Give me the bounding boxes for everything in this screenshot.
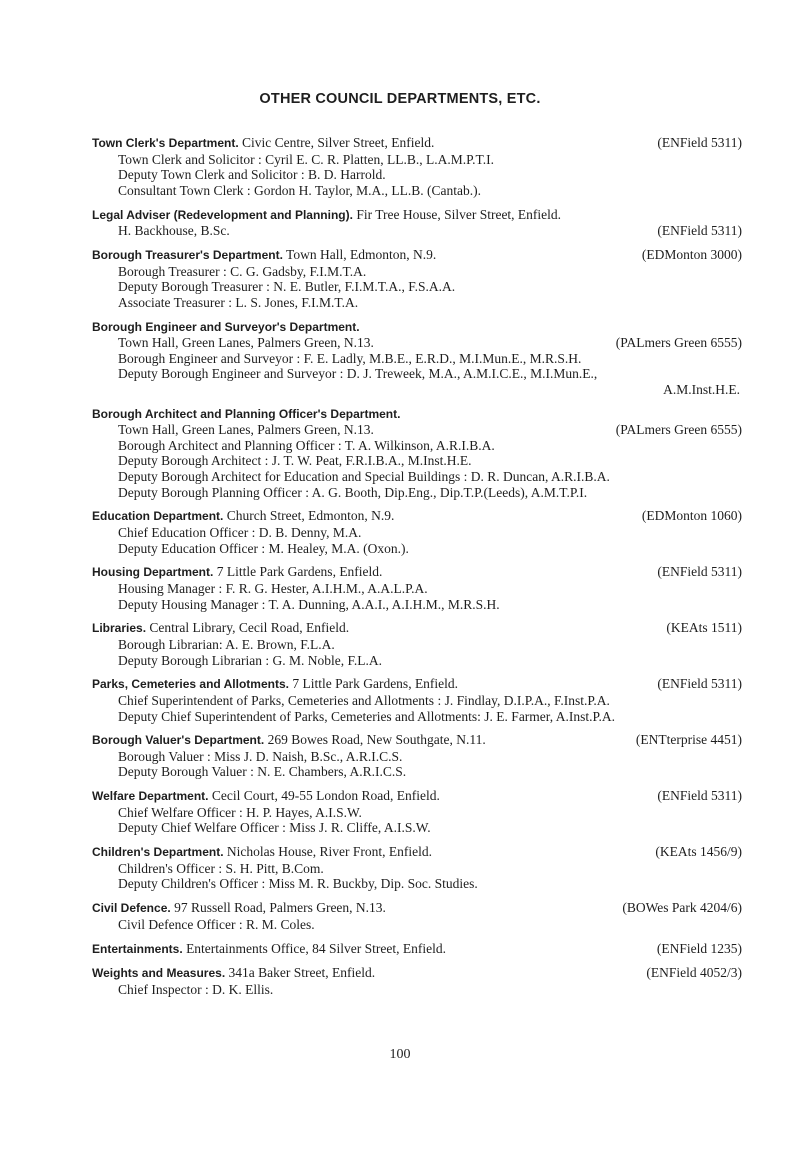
department-heading [92,844,432,861]
department-heading [92,732,486,749]
staff-text: Town Clerk and Solicitor : Cyril E. C. R. Platten, LL.B., L.A.M.P.T.I. [118,151,495,167]
staff-line [92,876,742,892]
staff-line [92,469,742,485]
department-heading [92,135,434,152]
department-heading [92,207,561,224]
staff-text: Chief Education Officer : D. B. Denny, M.A. [118,525,362,540]
staff-text: Chief Welfare Officer : H. P. Hayes, A.I.S.W. [118,804,362,820]
department-address: Town Hall, Edmonton, N.9. [286,246,437,262]
department-entry [92,941,742,958]
staff-line [92,422,742,438]
staff-line [92,597,742,613]
department-entry [92,247,742,310]
staff-line [92,453,742,469]
department-name: Town Clerk's Department. [92,136,239,150]
department-heading [92,247,436,264]
staff-text: Consultant Town Clerk : Gordon H. Taylor, M.A., LL.B. (Cantab.). [118,182,482,198]
department-phone: (ENField 5311) [657,135,742,150]
staff-text: Children's Officer : S. H. Pitt, B.Com. [118,860,324,876]
department-entry [92,319,742,398]
department-phone: (ENField 5311) [657,676,742,692]
department-heading [92,676,458,693]
page-title: OTHER COUNCIL DEPARTMENTS, ETC. [259,91,541,107]
department-name: Legal Adviser (Redevelopment and Planning). [92,207,353,222]
department-heading-line [92,900,742,917]
department-address: Church Street, Edmonton, N.9. [226,508,395,524]
staff-text: Deputy Education Officer : M. Healey, M.A. (Oxon.). [118,540,409,556]
staff-text: Borough Librarian: A. E. Brown, F.L.A. [118,636,335,652]
staff-line [92,653,742,669]
department-entry [92,620,742,668]
department-address: Cecil Court, 49-55 London Road, Enfield. [211,788,440,804]
staff-phone: (ENField 5311) [657,223,742,239]
staff-line [92,805,742,821]
staff-text: Chief Superintendent of Parks, Cemeteries and Allotments : J. Findlay, D.I.P.A., F.Inst.P.A. [118,692,610,708]
staff-line [92,485,742,501]
staff-line [92,982,742,998]
staff-line [92,749,742,765]
staff-text: Deputy Borough Architect : J. T. W. Peat, F.R.I.B.A., M.Inst.H.E. [118,453,472,469]
department-name: Civil Defence. [92,901,171,916]
department-heading-line [92,508,742,525]
department-address: Nicholas House, River Front, Enfield. [226,844,433,860]
department-heading-line [92,620,742,637]
department-name: Parks, Cemeteries and Allotments. [92,677,289,692]
staff-line [92,709,742,725]
department-phone: (ENField 4052/3) [646,965,742,981]
department-address: Entertainments Office, 84 Silver Street, Enfield. [186,940,446,956]
staff-line [92,438,742,454]
department-address: 97 Russell Road, Palmers Green, N.13. [174,900,386,916]
department-heading [92,319,360,336]
department-name: Weights and Measures. [92,966,226,981]
department-phone: (ENTterprise 4451) [635,732,742,748]
staff-line [92,581,742,597]
department-heading-line [92,319,742,336]
department-heading [92,788,440,805]
staff-phone: (PALmers Green 6555) [615,335,742,351]
staff-text: Borough Valuer : Miss J. D. Naish, B.Sc., A.R.I.C.S. [118,748,403,764]
staff-line [92,335,742,351]
staff-phone: (PALmers Green 6555) [615,422,742,438]
department-list [92,135,742,1006]
department-heading-line [92,941,742,958]
staff-line [92,820,742,836]
department-address: Civic Centre, Silver Street, Enfield. [242,135,435,150]
department-phone: (ENField 1235) [656,940,742,956]
staff-text: Town Hall, Green Lanes, Palmers Green, N.13. [118,422,374,438]
department-address: 7 Little Park Gardens, Enfield. [292,676,459,692]
department-entry [92,508,742,556]
department-heading [92,620,349,637]
department-entry [92,564,742,612]
department-name: Welfare Department. [92,789,209,804]
staff-text: Deputy Chief Superintendent of Parks, Cemeteries and Allotments: J. E. Farmer, A.Inst.P.A. [118,708,616,724]
department-heading [92,406,400,423]
department-name: Borough Valuer's Department. [92,733,265,748]
department-heading-line [92,732,742,749]
department-address: 269 Bowes Road, New Southgate, N.11. [267,732,486,748]
staff-text: Deputy Borough Treasurer : N. E. Butler, F.I.M.T.A., F.S.A.A. [118,279,456,295]
staff-line [92,764,742,780]
department-phone: (KEAts 1456/9) [655,844,742,860]
department-heading-line [92,788,742,805]
staff-line [92,525,742,541]
staff-line [92,279,742,295]
staff-text: Associate Treasurer : L. S. Jones, F.I.M.T.A. [118,294,359,310]
department-name: Borough Treasurer's Department. [92,247,283,262]
department-entry [92,965,742,997]
department-name: Children's Department. [92,845,224,860]
department-entry [92,406,742,501]
department-phone: (EDMonton 3000) [641,246,742,262]
department-entry [92,900,742,932]
staff-text: Deputy Borough Valuer : N. E. Chambers, A.R.I.C.S. [118,764,407,780]
department-heading [92,965,375,982]
department-phone: (EDMonton 1060) [641,508,742,524]
department-name: Housing Department. [92,565,214,580]
staff-text: Town Hall, Green Lanes, Palmers Green, N.13. [118,335,374,351]
staff-text: Borough Treasurer : C. G. Gadsby, F.I.M.T.A. [118,263,367,279]
staff-text: Deputy Borough Planning Officer : A. G. Booth, Dip.Eng., Dip.T.P.(Leeds), A.M.T.P.I. [118,484,588,500]
department-heading [92,900,386,917]
department-entry [92,676,742,724]
staff-line [92,295,742,311]
department-entry [92,207,742,239]
department-heading-line [92,207,742,224]
department-heading-line [92,564,742,581]
staff-line [92,541,742,557]
department-entry [92,788,742,836]
department-name: Libraries. [92,621,147,636]
department-name: Borough Engineer and Surveyor's Department. [92,319,360,334]
department-name: Borough Architect and Planning Officer's Department. [92,406,401,421]
staff-text: Deputy Town Clerk and Solicitor : B. D. Harrold. [118,167,386,183]
staff-text: Deputy Children's Officer : Miss M. R. Buckby, Dip. Soc. Studies. [118,876,478,892]
staff-line [92,167,742,183]
staff-line [92,351,742,367]
staff-line [92,152,742,168]
page-number: 100 [389,1047,411,1062]
staff-text: Deputy Chief Welfare Officer : Miss J. R. Cliffe, A.I.S.W. [118,820,431,836]
department-heading [92,508,394,525]
department-heading-line [92,406,742,423]
staff-text: Borough Architect and Planning Officer : T. A. Wilkinson, A.R.I.B.A. [118,437,495,453]
department-phone: (KEAts 1511) [666,620,742,636]
department-phone: (ENField 5311) [657,564,742,580]
staff-text: H. Backhouse, B.Sc. [118,223,230,239]
department-address: Fir Tree House, Silver Street, Enfield. [356,206,562,222]
staff-line [92,861,742,877]
department-entry [92,135,742,198]
staff-text: Chief Inspector : D. K. Ellis. [118,981,274,997]
staff-text: Deputy Borough Librarian : G. M. Noble, F.L.A. [118,652,383,668]
department-heading [92,564,382,581]
staff-text: Deputy Borough Engineer and Surveyor : D. J. Treweek, M.A., A.M.I.C.E., M.I.Mun.E., [118,366,598,382]
staff-text: Deputy Housing Manager : T. A. Dunning, A.A.I., A.I.H.M., M.R.S.H. [118,596,500,612]
department-phone: (BOWes Park 4204/6) [622,900,742,916]
department-address: Central Library, Cecil Road, Enfield. [149,620,350,636]
staff-line [92,693,742,709]
department-heading-line [92,247,742,264]
department-entry [92,732,742,780]
staff-line [92,366,742,382]
department-address: 341a Baker Street, Enfield. [228,965,376,981]
department-name: Entertainments. [92,941,183,956]
staff-line [92,637,742,653]
staff-text: Civil Defence Officer : R. M. Coles. [118,916,315,932]
department-heading-line [92,676,742,693]
staff-line [92,223,742,239]
staff-text: Deputy Borough Architect for Education and Special Buildings : D. R. Duncan, A.R.I.B.A. [118,469,610,485]
department-address: 7 Little Park Gardens, Enfield. [216,564,383,580]
department-name: Education Department. [92,509,224,524]
staff-line [92,917,742,933]
staff-line [92,264,742,280]
staff-text: Borough Engineer and Surveyor : F. E. Ladly, M.B.E., E.R.D., M.I.Mun.E., M.R.S.H. [118,350,582,366]
department-heading [92,941,446,958]
department-heading-line [92,965,742,982]
department-entry [92,844,742,892]
department-heading-line [92,135,742,152]
staff-line [92,183,742,199]
department-heading-line [92,844,742,861]
department-phone: (ENField 5311) [657,788,742,804]
continuation-line: A.M.Inst.H.E. [663,381,740,397]
staff-text: Housing Manager : F. R. G. Hester, A.I.H.M., A.A.L.P.A. [118,580,428,596]
